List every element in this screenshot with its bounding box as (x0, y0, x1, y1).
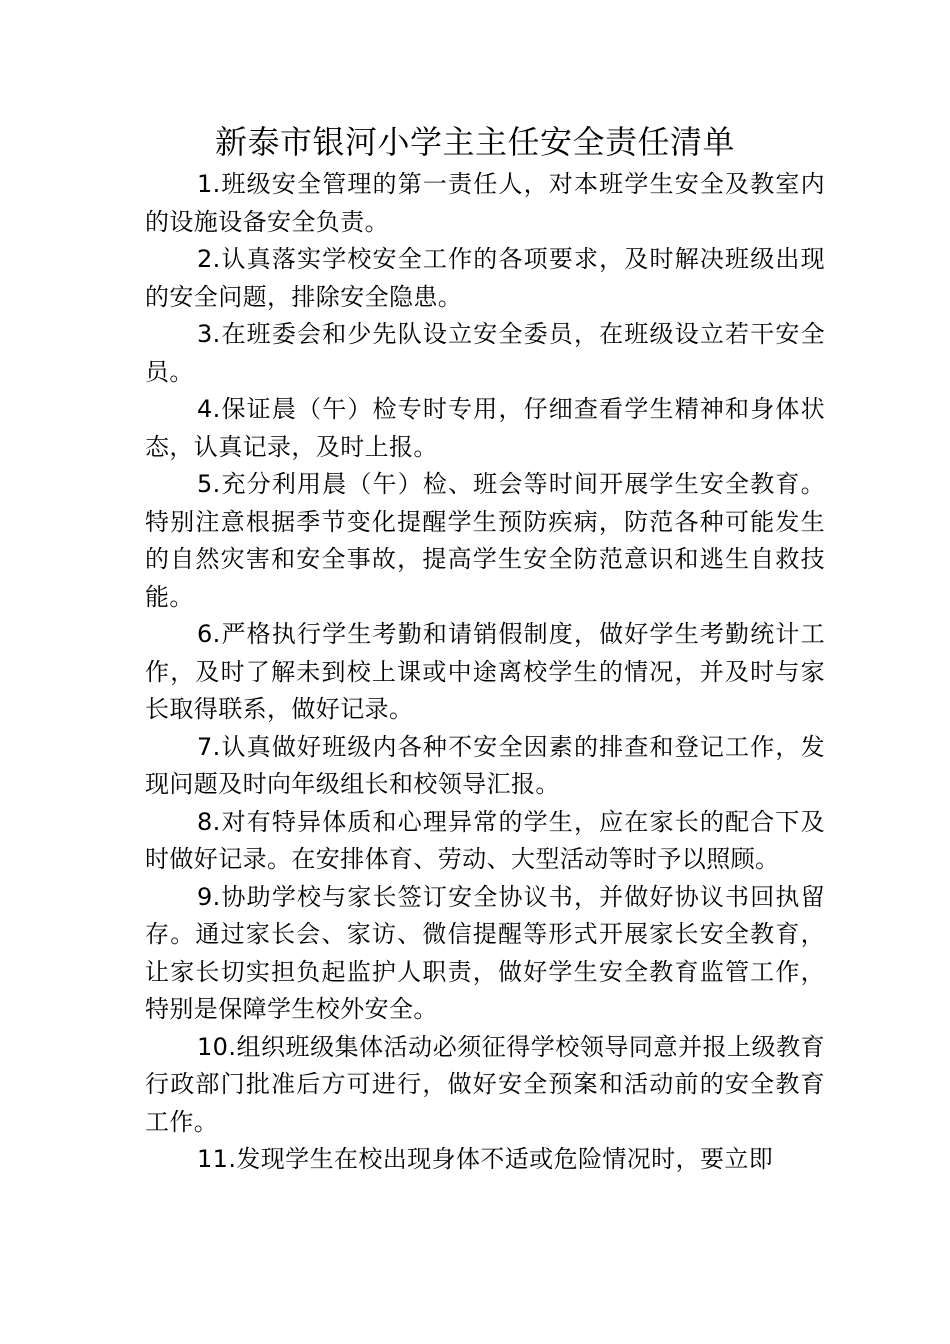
clause-7: 7.认真做好班级内各种不安全因素的排查和登记工作，发现问题及时向年级组长和校领导汇报。 (145, 732, 825, 798)
clause-1: 1.班级安全管理的第一责任人，对本班学生安全及教室内的设施设备安全负责。 (145, 170, 825, 236)
clause-2: 2.认真落实学校安全工作的各项要求，及时解决班级出现的安全问题，排除安全隐患。 (145, 245, 825, 311)
clause-5: 5.充分利用晨（午）检、班会等时间开展学生安全教育。特别注意根据季节变化提醒学生预防疾病，防范各种可能发生的自然灾害和安全事故，提高学生安全防范意识和逃生自救技能。 (145, 470, 825, 611)
clause-4: 4.保证晨（午）检专时专用，仔细查看学生精神和身体状态，认真记录，及时上报。 (145, 395, 825, 461)
document-body (145, 166, 825, 1179)
clause-8: 8.对有特异体质和心理异常的学生，应在家长的配合下及时做好记录。在安排体育、劳动、大型活动等时予以照顾。 (145, 807, 825, 873)
clause-6: 6.严格执行学生考勤和请销假制度，做好学生考勤统计工作，及时了解未到校上课或中途离校学生的情况，并及时与家长取得联系，做好记录。 (145, 620, 825, 723)
clause-9: 9.协助学校与家长签订安全协议书，并做好协议书回执留存。通过家长会、家访、微信提醒等形式开展家长安全教育，让家长切实担负起监护人职责，做好学生安全教育监管工作，特别是保障学生校外安全。 (145, 882, 825, 1023)
document-title: 新泰市银河小学主主任安全责任清单 (214, 123, 735, 161)
clause-3: 3.在班委会和少先队设立安全委员，在班级设立若干安全员。 (145, 320, 825, 386)
clause-10: 10.组织班级集体活动必须征得学校领导同意并报上级教育行政部门批准后方可进行，做好安全预案和活动前的安全教育工作。 (145, 1032, 825, 1136)
clause-11: 11.发现学生在校出现身体不适或危险情况时，要立即 (197, 1145, 774, 1173)
